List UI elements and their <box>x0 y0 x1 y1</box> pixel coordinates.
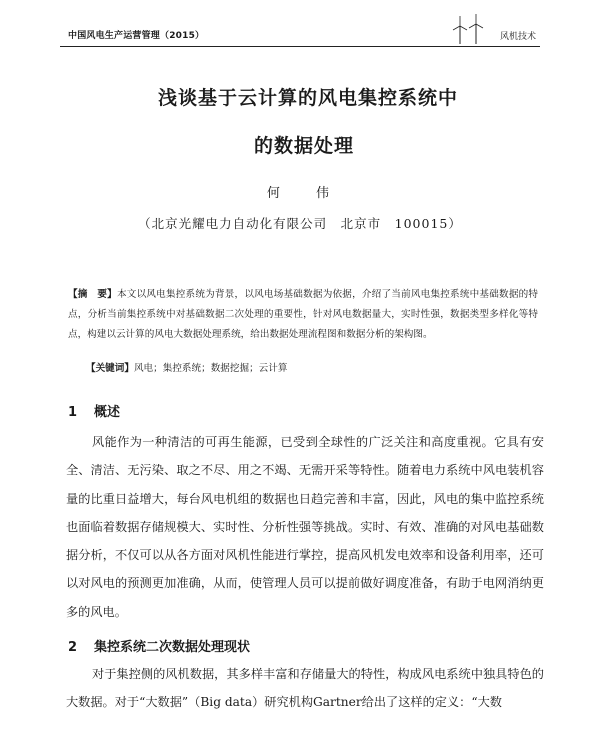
keywords-label: 【关键词】 <box>86 363 134 374</box>
running-header <box>60 20 540 47</box>
section-2-paragraph: 对于集控侧的风机数据，其多样丰富和存储量大的特性，构成风电系统中独具特色的大数据。对于“大数据”（Big data）研究机构Gartner给出了这样的定义：“大数 <box>66 667 544 710</box>
section-number: 1 <box>68 405 78 420</box>
abstract-text: 本文以风电集控系统为背景，以风电场基础数据为依据，介绍了当前风电集控系统中基础数据的特点，分析当前集控系统中对基础数据二次处理的重要性，针对风电数据量大，实时性强，数据类型多样化等特点，构建以云计算的风电大数据处理系统，给出数据处理流程图和数据分析的架构图。 <box>68 289 539 340</box>
section-1-paragraph: 风能作为一种清洁的可再生能源，已受到全球性的广泛关注和高度重视。它具有安全、清洁、无污染、取之不尽、用之不竭、无需开采等特性。随着电力系统中风电装机容量的比重日益增大，每台风电机组的数据也日趋完善和丰富，因此，风电的集中监控系统也面临着数据存储规模大、实时性、分析性强等挑战。实时、有效、准确的对风电基础数据分析，不仅可以从各方面对风机性能进行掌控，提高风机发电效率和设备利用率，还可以对风电的预测更加准确，从而，使管理人员可以提前做好调度准备，有助于电网消纳更多的风电。 <box>66 435 544 619</box>
author-affiliation: （北京光耀电力自动化有限公司 北京市 100015） <box>138 216 462 231</box>
section-heading-2 <box>68 636 250 655</box>
section-number: 2 <box>68 640 78 655</box>
abstract <box>68 285 538 345</box>
keywords <box>86 359 536 379</box>
keywords-text: 风电；集控系统；数据挖掘；云计算 <box>133 363 288 374</box>
section-title: 集控系统二次数据处理现状 <box>94 640 251 655</box>
abstract-label: 【摘 要】 <box>68 289 117 300</box>
section-name: 风机技术 <box>499 32 536 42</box>
section-title: 概述 <box>94 405 121 420</box>
author-name: 何 伟 <box>266 186 346 201</box>
wind-turbine-icon <box>452 12 488 44</box>
journal-name: 中国风电生产运营管理（2015） <box>68 31 205 41</box>
paper-title-line-1: 浅谈基于云计算的风电集控系统中 <box>157 87 458 109</box>
paper-title-line-2: 的数据处理 <box>253 135 354 157</box>
section-heading-1 <box>68 401 120 420</box>
